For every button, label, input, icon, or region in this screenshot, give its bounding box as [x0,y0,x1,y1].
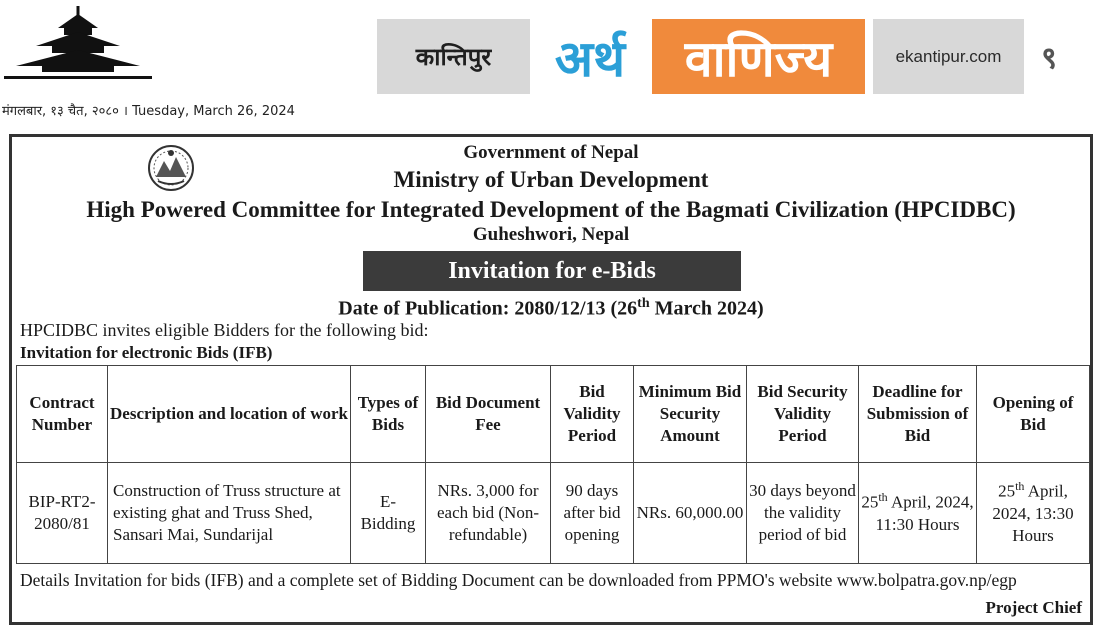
location-heading: Guheshwori, Nepal [472,224,630,245]
ifb-subheading: Invitation for electronic Bids (IFB) [20,343,273,362]
ministry-heading: Ministry of Urban Development [393,167,709,192]
government-heading: Government of Nepal [463,142,639,163]
column-header: Opening of Bid [977,366,1090,463]
banijya-masthead: वाणिज्य [652,19,865,94]
column-header: Contract Number [17,366,108,463]
column-header: Description and location of work [108,366,351,463]
committee-heading: High Powered Committee for Integrated Development of the Bagmati Civilization (HPCIDBC) [86,197,1016,222]
contract-number-cell: BIP-RT2-2080/81 [17,463,108,564]
security-amount-cell: NRs. 60,000.00 [634,463,747,564]
publication-date: Date of Publication: 2080/12/13 (26th March 2024) [338,296,764,320]
bid-table [16,365,1090,564]
dateline: मंगलबार, १३ चैत, २०८० । Tuesday, March 26, 2024 [2,104,295,119]
notice-title: Invitation for e-Bids [363,251,741,291]
column-header: Bid Security Validity Period [747,366,859,463]
column-header: Deadline for Submission of Bid [859,366,977,463]
validity-cell: 90 days after bid opening [551,463,634,564]
details-text: Details Invitation for bids (IFB) and a complete set of Bidding Document can be downloaded from PPMO's website www.bolpatra.gov.np/egp [20,570,1017,590]
site-link[interactable]: ekantipur.com [873,19,1024,94]
column-header: Bid Validity Period [551,366,634,463]
opening-cell: 25th April, 2024, 13:30 Hours [977,463,1090,564]
kantipur-pagoda-logo [2,4,154,82]
document-fee-cell: NRs. 3,000 for each bid (Non-refundable) [426,463,551,564]
table-header-row [17,366,1090,463]
bid-notice [9,134,1093,625]
deadline-cell: 25th April, 2024, 11:30 Hours [859,463,977,564]
kantipur-masthead: कान्तिपुर [377,19,530,94]
description-cell: Construction of Truss structure at existing ghat and Truss Shed, Sansari Mai, Sundarijal [108,463,351,564]
signoff: Project Chief [985,598,1082,617]
intro-text: HPCIDBC invites eligible Bidders for the following bid: [20,320,429,340]
column-header: Bid Document Fee [426,366,551,463]
bid-type-cell: E-Bidding [351,463,426,564]
column-header: Minimum Bid Security Amount [634,366,747,463]
column-header: Types of Bids [351,366,426,463]
page-number: ९ [1032,19,1066,94]
artha-masthead: अर्थ [536,19,644,94]
security-validity-cell: 30 days beyond the validity period of bid [747,463,859,564]
table-row [17,463,1090,564]
